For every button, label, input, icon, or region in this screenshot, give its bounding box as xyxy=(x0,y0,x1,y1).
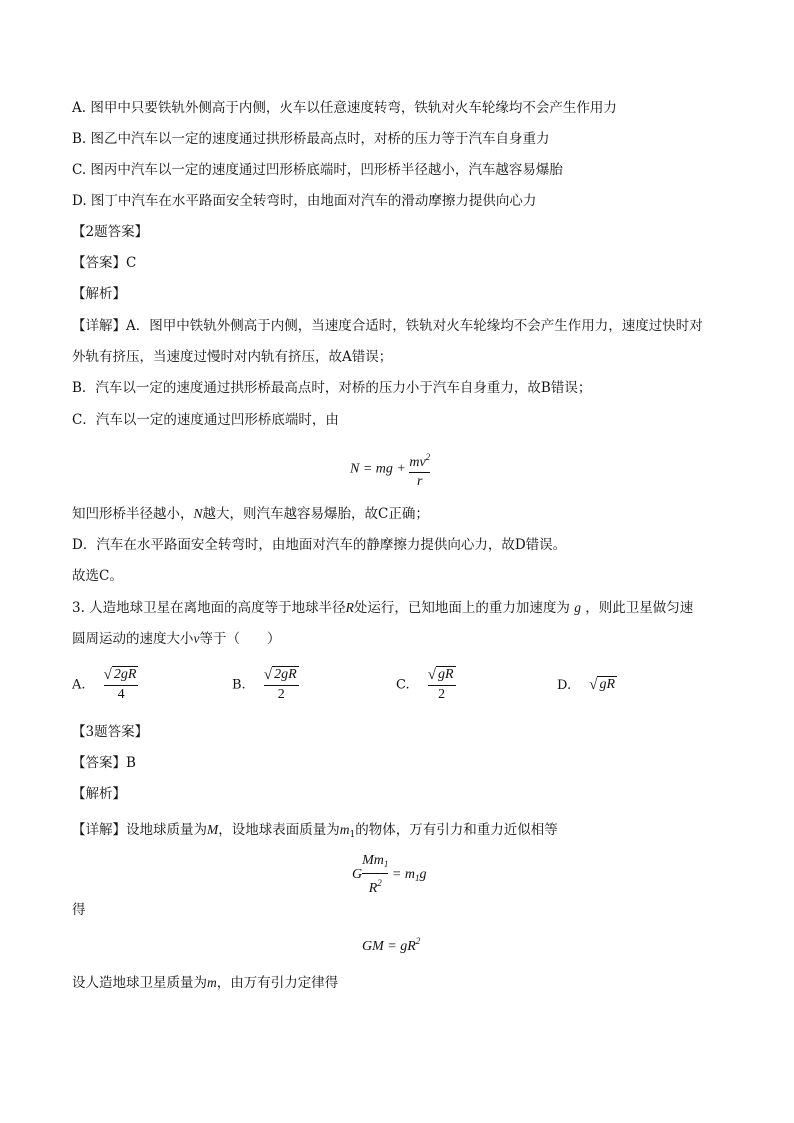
question-stem: 圆周运动的速度大小v等于（ ） xyxy=(72,631,281,647)
detail-line: D．汽车在水平路面安全转弯时，由地面对汽车的静摩擦力提供向心力，故D错误。 xyxy=(72,537,567,553)
detail-line: 得 xyxy=(72,902,86,918)
answer-line: 【答案】B xyxy=(72,755,136,771)
detail-line: 设人造地球卫星质量为m，由万有引力定律得 xyxy=(72,975,339,991)
equation-gravity: G $\frac{Mm_1}{R^2}$ = $m_1g$ xyxy=(352,853,427,896)
conclusion: 故选C。 xyxy=(72,568,123,584)
detail-line: B．汽车以一定的速度通过拱形桥最高点时，对桥的压力小于汽车自身重力，故B错误； xyxy=(72,380,592,396)
question-stem: 3. 人造地球卫星在离地面的高度等于地球半径R处运行，已知地面上的重力加速度为 g ，则此卫星做匀速 xyxy=(72,600,694,616)
option-d: D. 图丁中汽车在水平路面安全转弯时，由地面对汽车的滑动摩擦力提供向心力 xyxy=(72,193,537,209)
option-a: A. √ 2gR 4 xyxy=(72,667,137,702)
option-c: C. 图丙中汽车以一定的速度通过凹形桥底端时，凹形桥半径越小，汽车越容易爆胎 xyxy=(72,162,563,178)
option-d: D. √ gR xyxy=(557,677,616,693)
option-b: B. 图乙中汽车以一定的速度通过拱形桥最高点时，对桥的压力等于汽车自身重力 xyxy=(72,131,550,147)
equation-gm: GM = $gR^2$ xyxy=(362,936,421,954)
detail-line: 【详解】设地球质量为M，设地球表面质量为$m_1$的物体，万有引力和重力近似相等 xyxy=(72,822,558,840)
answer-header: 【2题答案】 xyxy=(72,224,149,240)
equation-normal-force: N = mg + $\frac{mv^2}{r}$ xyxy=(350,452,431,489)
analysis-header: 【解析】 xyxy=(72,786,126,802)
answer-line: 【答案】C xyxy=(72,255,137,271)
option-a: A. 图甲中只要铁轨外侧高于内侧，火车以任意速度转弯，铁轨对火车轮缘均不会产生作用力 xyxy=(72,100,617,116)
answer-header: 【3题答案】 xyxy=(72,724,149,740)
detail-line: 【详解】A．图甲中铁轨外侧高于内侧，当速度合适时，铁轨对火车轮缘均不会产生作用力，速度过快时对 xyxy=(72,318,703,334)
detail-line: 知凹形桥半径越小，N越大，则汽车越容易爆胎，故C正确； xyxy=(72,506,429,522)
analysis-header: 【解析】 xyxy=(72,286,126,302)
option-b: B. √ 2gR 2 xyxy=(232,667,297,702)
detail-line: C．汽车以一定的速度通过凹形桥底端时，由 xyxy=(72,412,339,428)
option-c: C. √ gR 2 xyxy=(396,667,454,702)
detail-line: 外轨有挤压，当速度过慢时对内轨有挤压，故A错误； xyxy=(72,349,393,365)
